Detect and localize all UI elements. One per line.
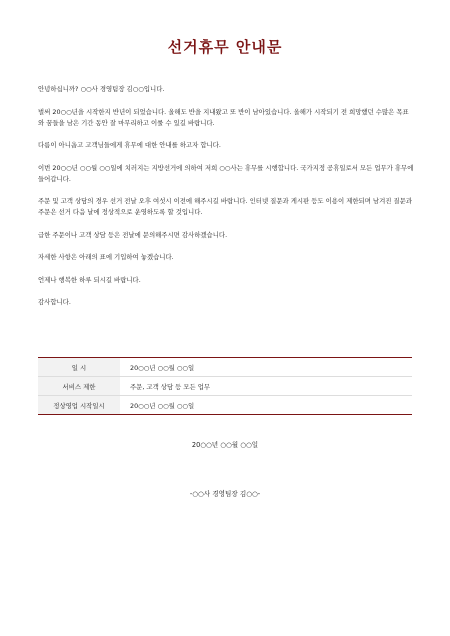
table-row — [38, 377, 412, 396]
table-value-reopen: 20○○년 ○○월 ○○일 — [120, 396, 412, 415]
intro-paragraph: 벌써 20○○년을 시작한지 반년이 되었습니다. 올해도 반을 지내왔고 또 반이 남아있습니다. 올해가 시작되기 전 희망했던 수많은 목표와 꿈들을 남은 기간 동안 잘 마무리하고 이룰 수 있길 바랍니다. — [38, 107, 409, 127]
document-date: 20○○년 ○○월 ○○일 — [191, 441, 259, 449]
table-label-date: 일 시 — [38, 358, 120, 377]
table-value-service: 주문, 고객 상담 등 모든 업무 — [120, 377, 412, 396]
urgent-paragraph: 급한 주문이나 고객 상담 등은 전날에 문의해주시면 감사하겠습니다. — [38, 230, 228, 239]
table-label-reopen: 정상영업 시작일시 — [38, 396, 120, 415]
table-row — [38, 396, 412, 415]
document-title: 선거휴무 안내문 — [167, 38, 283, 56]
wish-paragraph: 언제나 행복한 하루 되시길 바랍니다. — [38, 275, 141, 284]
holiday-paragraph: 이번 20○○년 ○○월 ○○일에 치러지는 지방선거에 의하여 저희 ○○사는 휴무를 시행합니다. 국가지정 공휴일로서 모든 업무가 휴무에 들어갑니다. — [38, 163, 414, 183]
table-value-date: 20○○년 ○○월 ○○일 — [120, 358, 412, 377]
table-row — [38, 358, 412, 377]
letter-body — [38, 84, 414, 320]
holiday-info-table — [38, 357, 412, 415]
greeting-paragraph: 안녕하십니까? ○○사 경영팀장 김○○입니다. — [38, 85, 165, 93]
purpose-paragraph: 다름이 아니옵고 고객님들에게 휴무에 대한 안내를 하고자 합니다. — [38, 141, 221, 149]
details-paragraph: 자세한 사항은 아래의 표에 기입하여 놓겠습니다. — [38, 253, 174, 261]
table-label-service: 서비스 제한 — [38, 377, 120, 396]
thanks-paragraph: 감사합니다. — [38, 298, 71, 306]
document-signature: -○○사 경영팀장 김○○- — [189, 490, 261, 498]
order-paragraph: 주문 및 고객 상담의 경우 선거 전날 오후 여섯시 이전에 해주시길 바랍니다. 인터넷 질문과 게시판 등도 이용이 제한되며 남겨진 질문과 주문은 선거 다음 날에 정상적으로 운영하도록 할 것입니다. — [38, 197, 412, 216]
